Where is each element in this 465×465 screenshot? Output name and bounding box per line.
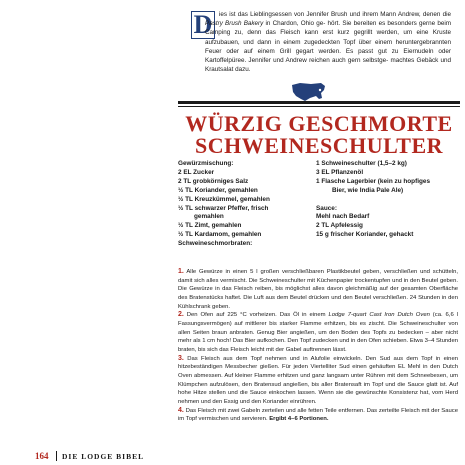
page-footer [0, 449, 465, 465]
ingredient-item: 2 TL Apfelessig [316, 222, 363, 230]
ingredient-item: ½ TL Kreuzkümmel, gemahlen [178, 195, 270, 203]
recipe-steps [178, 268, 458, 424]
ingredient-item: ½ TL Kardamom, gemahlen [178, 231, 262, 239]
ingredient-item: 15 g frischer Koriander, gehackt [316, 231, 414, 239]
ingredient-heading: Gewürzmischung: [178, 160, 234, 167]
step-4: 4. Das Fleisch mit zwei Gabeln zerteilen und alle fetten Teile entfernen. Das zerteilte Fleisch mit der Sauce im Topf vermischen und servieren. Ergibt 4–6 Portionen. [178, 406, 458, 423]
ingredient-item: ½ TL Zimt, gemahlen [178, 222, 242, 230]
location-marker-icon [319, 89, 321, 91]
title-rule-top [178, 101, 460, 104]
ingredient-item: 2 EL Zucker [178, 168, 215, 176]
ingredient-item-cont: gemahlen [194, 213, 224, 221]
ingredient-item: ½ TL schwarzer Pfeffer, frisch [178, 204, 269, 212]
book-title: DIE LODGE BIBEL [62, 452, 145, 461]
drop-cap: D [191, 11, 215, 39]
ingredient-item: Mehl nach Bedarf [316, 213, 370, 221]
ingredient-heading: Schweineschmorbraten: [178, 240, 253, 248]
ingredients-left [178, 160, 303, 249]
usa-map-icon [291, 81, 327, 103]
ingredient-item: 2 TL grobkörniges Salz [178, 177, 249, 185]
ingredient-item: 1 Flasche Lagerbier (kein zu hopfiges [316, 177, 430, 185]
step-1: 1. Alle Gewürze in einen 5 l großen verschließbaren Plastikbeutel geben, verschließen und schütteln, damit sich alles vermischt. Die Schweineschulter mit Küchenpapier trockentupfen und in den Beutel geben. Die Gewürze in das Fleisch reiben, bis möglichst alles davon gleichmäßig auf der gesamten Oberfläche des Bratenstücks haftet. Die Luft aus dem Beutel drücken und den Beutel verschließen. 24 Stunden in den Kühlschrank geben. [178, 268, 458, 310]
ingredient-item-cont: Bier, wie India Pale Ale) [332, 186, 404, 194]
ingredients-right [316, 160, 456, 240]
ingredient-item: 1 Schweineschulter (1,5–2 kg) [316, 160, 407, 167]
recipe-title: WÜRZIG GESCHMORTE SCHWEINESCHULTER [185, 111, 453, 158]
footer-divider [56, 451, 57, 461]
spacer [316, 196, 456, 205]
ingredient-heading: Sauce: [316, 204, 337, 212]
ingredient-item: 3 EL Pflanzenöl [316, 168, 364, 176]
ingredient-item: ½ TL Koriander, gemahlen [178, 186, 258, 194]
step-2: 2. Den Ofen auf 225 °C vorheizen. Das Öl in einem Lodge 7-quart Cast Iron Dutch Oven (ca. 6,6 l Fassungsvermögen) auf mittlerer bis starker Flamme erhitzen, bis es zischt. Die Schweineschulter von allen Seiten braun anbraten. Genug Bier angießen, um den Boden des Topfs zu bedecken – aber nicht mehr als 1 cm hoch! Das Bier aufkochen. Den Topf zudecken und in den Ofen schieben. Etwa 3–4 Stunden braten, bis sich das Fleisch leicht mit der Gabel auftrennen lässt. [178, 311, 458, 353]
intro-paragraph: ies ist das Lieblingsessen von Jennifer Brush und ihrem Mann Andrew, denen die Pastry Brush Bakery in Chardon, Ohio ge- hört. Sie bereiten es besonders gerne beim Camping zu, denn das Fleisch kann erst kurz gegrillt werden, um eine Kruste aufzubauen, und dann in einem zugedeckten Topf über einem heruntergebrannten Feuer oder auf einem Grill gegart werden. Es passt gut zu Eiernudeln oder Kartoffelpüree. Jennifer und Andrew reichen auch gern selbstge- machtes Gebäck und Krautsalat dazu. [205, 11, 452, 74]
step-3: 3. Das Fleisch aus dem Topf nehmen und in Alufolie einwickeln. Den Sud aus dem Topf in einen hitzebeständigen Messbecher gießen. Für jeden Viertelliter Sud einen gehäuften EL Mehl in den Dutch Oven abmessen. Auf kleiner Flamme erhitzen und ganz langsam unter Rühren mit dem Schneebesen, um Klümpchen aufzulösen, den Bratensud angießen, bis aller Bratensaft im Topf und die Sauce glatt ist. Auf hohe Hitze stellen und die Sauce einkochen lassen. Wenn sie die gewünschte Konsistenz hat, vom Herd nehmen und den Essig und den Koriander einrühren. [178, 354, 459, 405]
page-number: 164 [35, 451, 49, 461]
title-rule-bottom [178, 106, 460, 107]
